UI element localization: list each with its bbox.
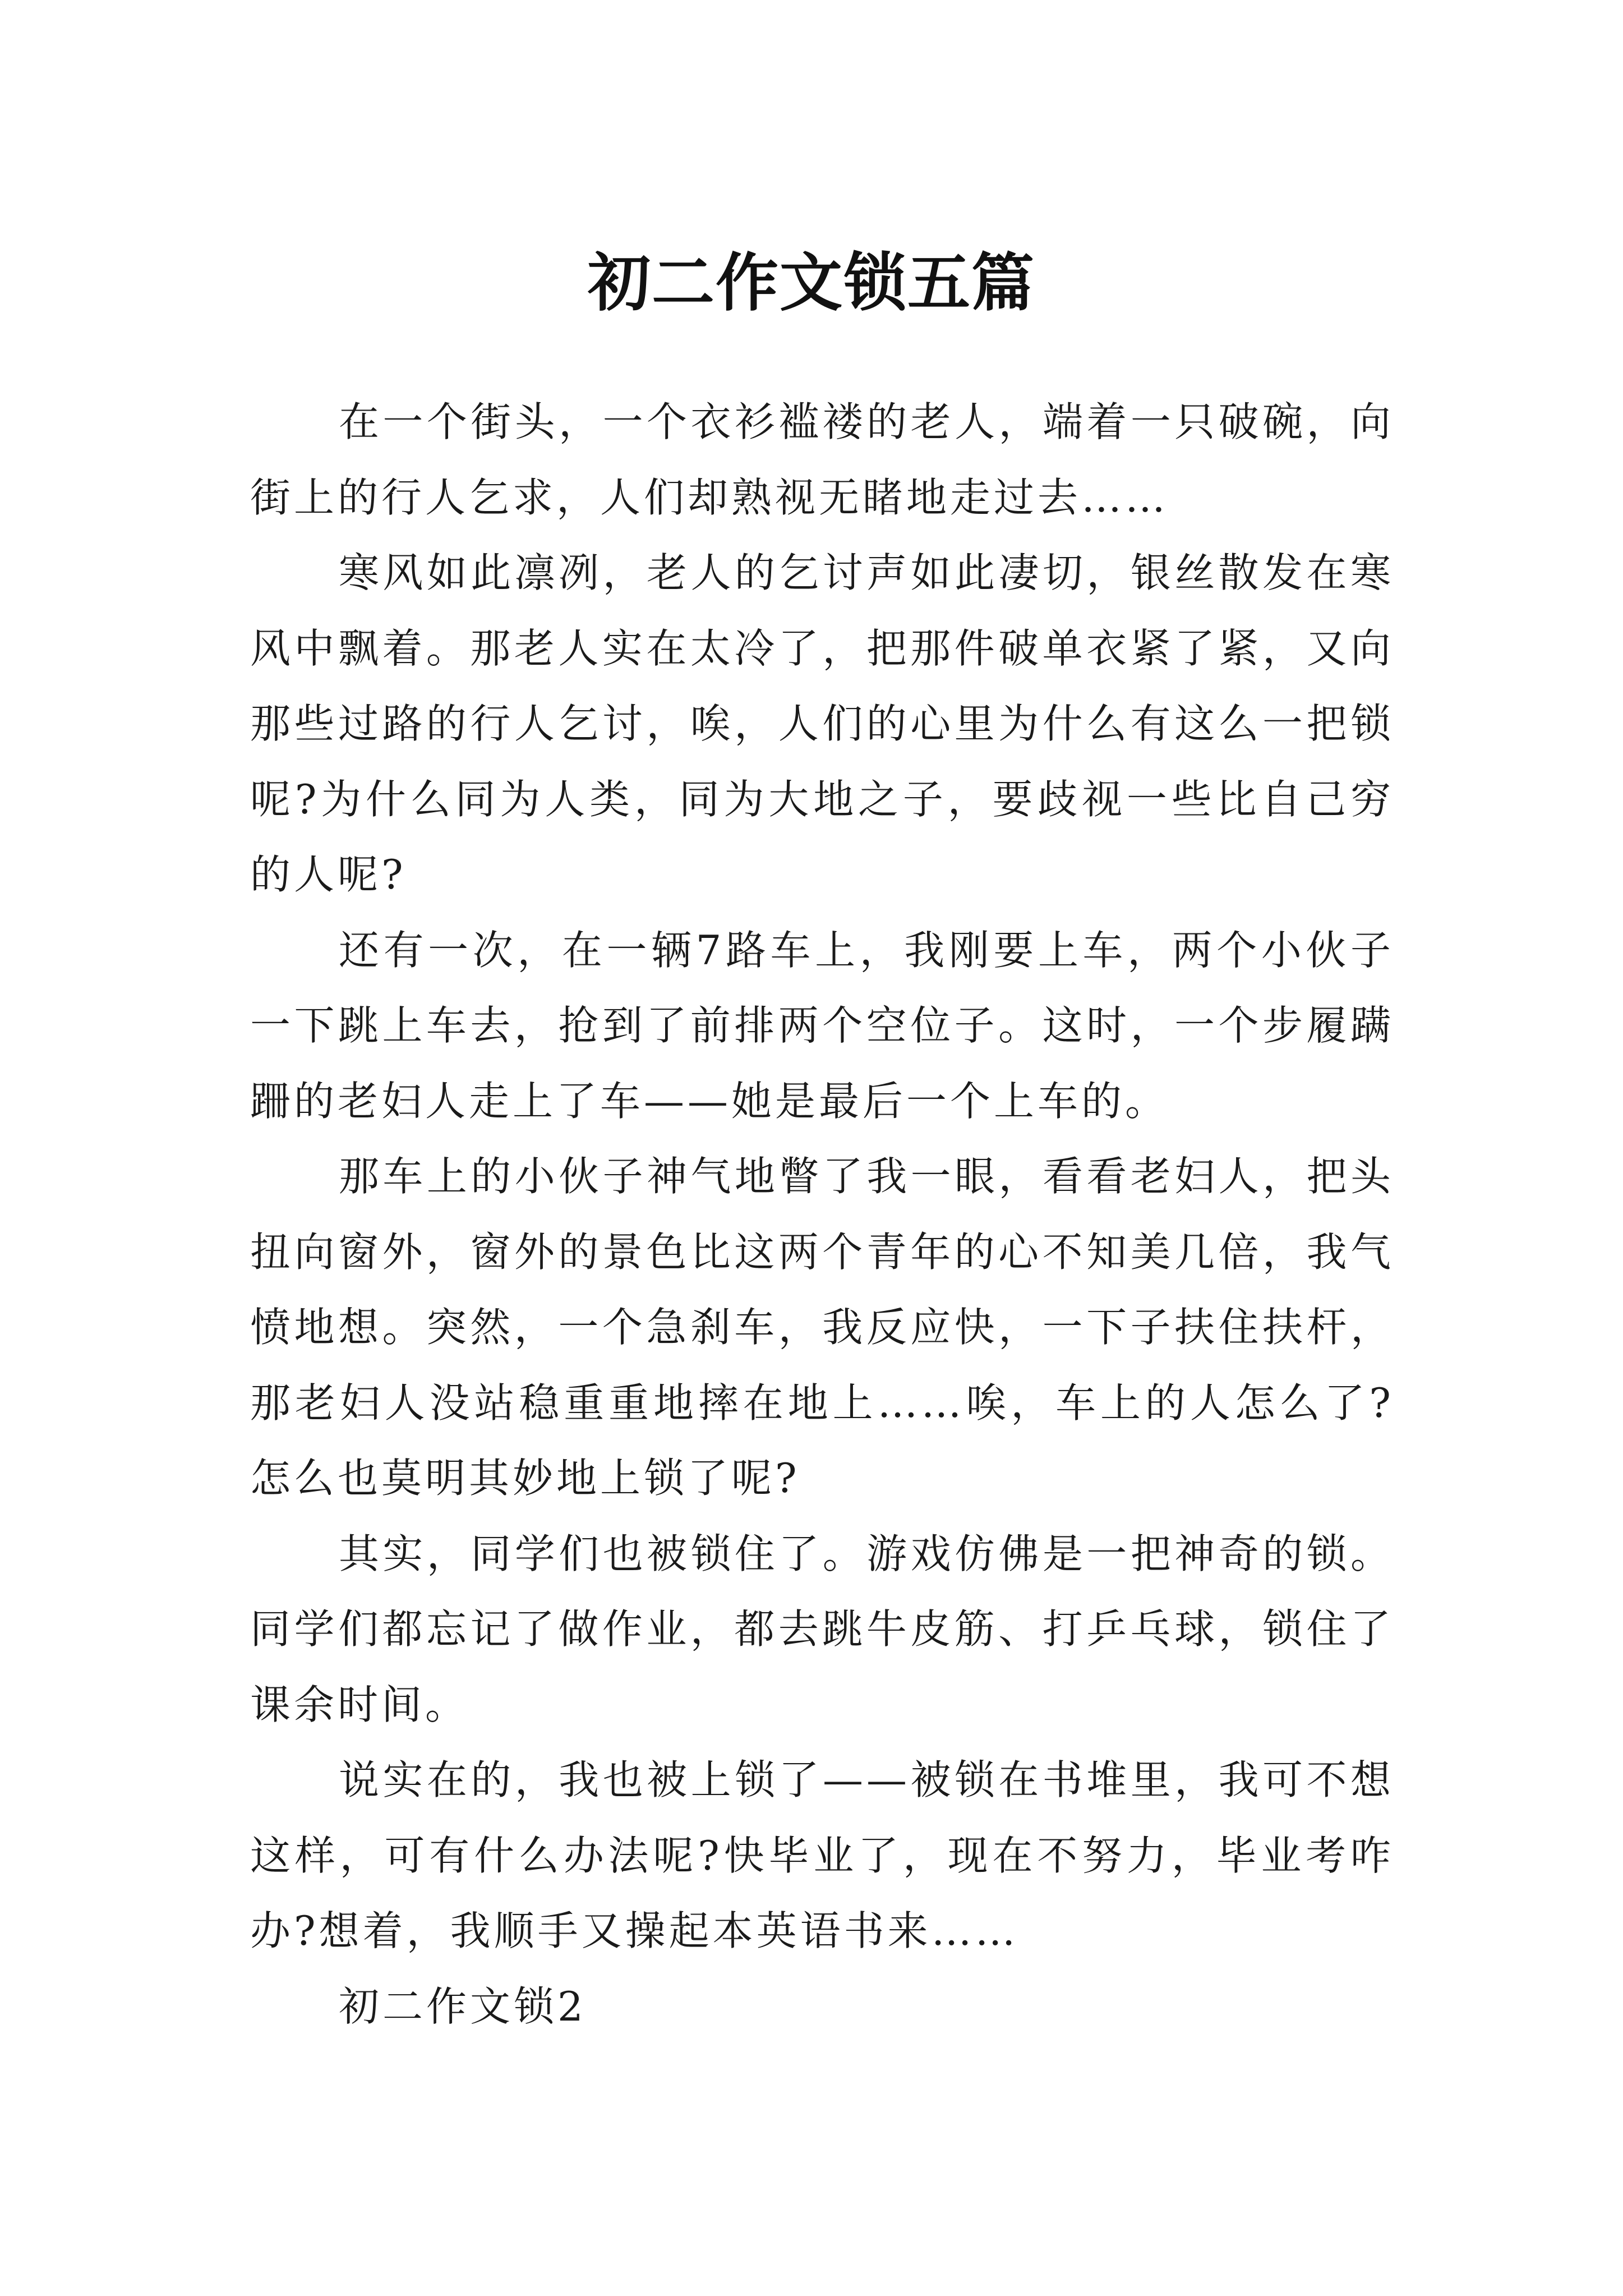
paragraph: 说实在的，我也被上锁了——被锁在书堆里，我可不想这样，可有什么办法呢?快毕业了，现在不努力，毕业考咋办?想着，我顺手又操起本英语书来…… [250, 1756, 1394, 1954]
paragraph: 还有一次，在一辆7路车上，我刚要上车，两个小伙子一下跳上车去，抢到了前排两个空位子。这时，一个步履蹒跚的老妇人走上了车——她是最后一个上车的。 [250, 926, 1394, 1125]
paragraph: 寒风如此凛冽，老人的乞讨声如此凄切，银丝散发在寒风中飘着。那老人实在太冷了，把那件破单衣紧了紧，又向那些过路的行人乞讨，唉，人们的心里为什么有这么一把锁呢?为什么同为人类，同为大地之子，要歧视一些比自己穷的人呢? [250, 549, 1394, 898]
section-heading: 初二作文锁2 [339, 1982, 587, 2030]
document-body [250, 384, 1394, 2044]
paragraph: 在一个街头，一个衣衫褴褛的老人，端着一只破碗，向街上的行人乞求，人们却熟视无睹地走过去…… [250, 398, 1394, 521]
paragraph: 其实，同学们也被锁住了。游戏仿佛是一把神奇的锁。同学们都忘记了做作业，都去跳牛皮筋、打乒乓球，锁住了课余时间。 [250, 1530, 1394, 1728]
paragraph: 那车上的小伙子神气地瞥了我一眼，看看老妇人，把头扭向窗外，窗外的景色比这两个青年的心不知美几倍，我气愤地想。突然，一个急刹车，我反应快，一下子扶住扶杆，那老妇人没站稳重重地摔在地上……唉，车上的人怎么了?怎么也莫明其妙地上锁了呢? [250, 1153, 1394, 1502]
document-title: 初二作文锁五篇 [588, 246, 1035, 320]
